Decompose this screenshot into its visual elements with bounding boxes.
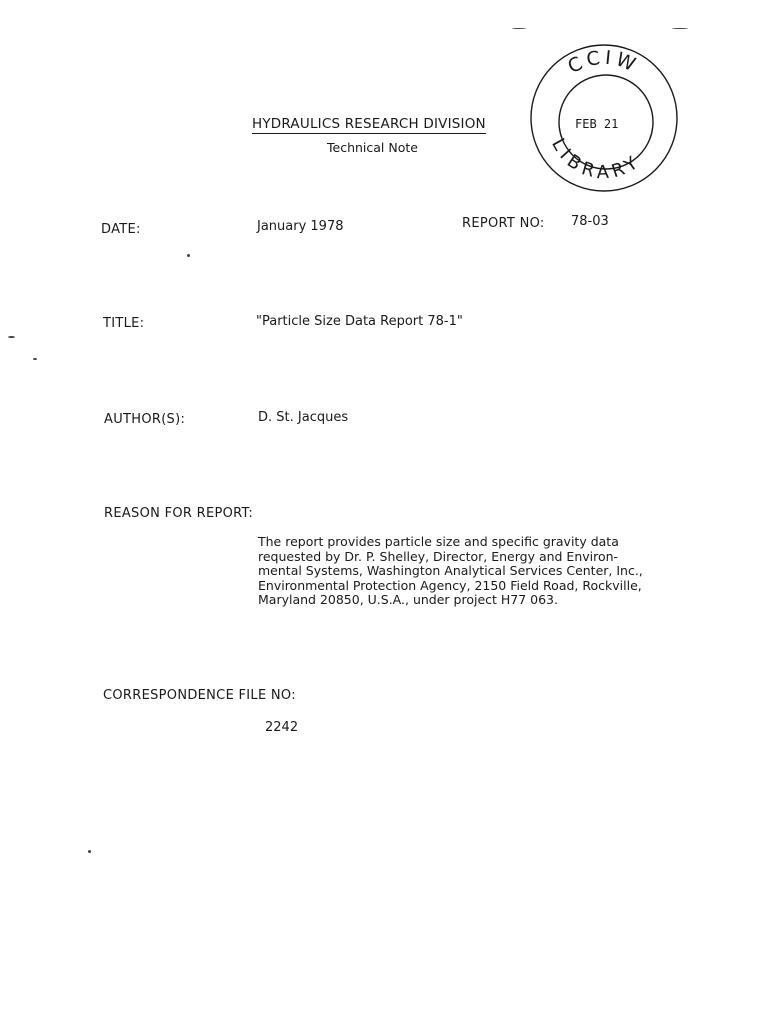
reason-body (258, 535, 688, 608)
date-label: DATE: (101, 222, 141, 237)
scan-speck (187, 254, 190, 257)
stamp-date: FEB 21 (575, 117, 619, 131)
scan-speck (672, 28, 688, 29)
scan-speck (33, 358, 37, 360)
reason-line: Maryland 20850, U.S.A., under project H77 063. (258, 592, 558, 607)
library-stamp (528, 42, 680, 194)
division-heading: HYDRAULICS RESEARCH DIVISION (252, 116, 486, 132)
reason-line: Environmental Protection Agency, 2150 Field Road, Rockville, (258, 577, 642, 593)
title-value: "Particle Size Data Report 78-1" (256, 314, 463, 329)
report-no-label: REPORT NO: (462, 216, 545, 231)
stamp-top-text: CCIW (564, 46, 643, 79)
scan-speck (88, 850, 91, 853)
svg-text:LIBRARY (547, 135, 646, 183)
library-stamp-graphic (528, 42, 680, 194)
stamp-bottom-text: LIBRARY (547, 134, 646, 184)
reason-label: REASON FOR REPORT: (104, 506, 254, 521)
report-no-value: 78-03 (571, 214, 609, 229)
scan-speck (8, 336, 15, 338)
reason-line: requested by Dr. P. Shelley, Director, Energy and Environ- (258, 548, 619, 564)
author-label: AUTHOR(S): (104, 412, 186, 427)
scan-speck (512, 28, 526, 29)
correspondence-label: CORRESPONDENCE FILE NO: (103, 688, 296, 703)
date-value: January 1978 (257, 219, 344, 234)
reason-line: mental Systems, Washington Analytical Services Center, Inc., (258, 563, 643, 578)
title-label: TITLE: (103, 316, 145, 331)
reason-line: The report provides particle size and specific gravity data (258, 534, 619, 549)
author-value: D. St. Jacques (258, 410, 349, 425)
correspondence-value: 2242 (265, 720, 299, 735)
document-type: Technical Note (327, 140, 418, 155)
